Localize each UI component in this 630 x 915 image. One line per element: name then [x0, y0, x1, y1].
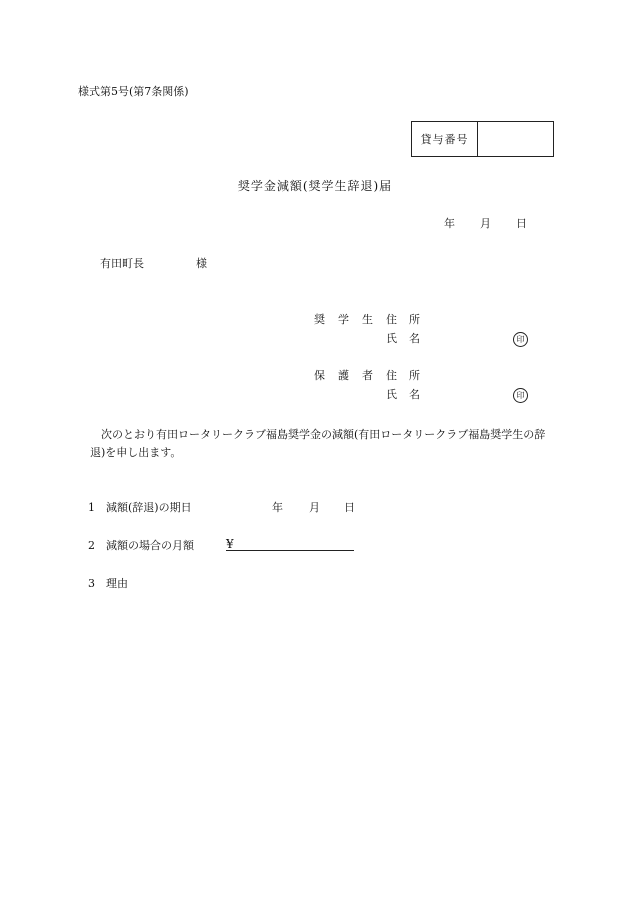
form-number: 様式第5号(第7条関係) — [78, 85, 189, 98]
addressee-honorific: 様 — [196, 257, 207, 270]
student-name-char-2: 名 — [409, 332, 420, 345]
guardian-address-char-2: 所 — [409, 369, 420, 382]
loan-number-box — [411, 121, 554, 157]
guardian-role-char-2: 護 — [338, 369, 349, 382]
item-1-month: 月 — [309, 501, 320, 514]
item-2-currency: ¥ — [226, 537, 234, 551]
date-day: 日 — [516, 217, 527, 230]
item-3-number: 3 — [88, 577, 95, 590]
document-title: 奨学金減額(奨学生辞退)届 — [237, 179, 393, 193]
student-role-char-2: 学 — [338, 313, 349, 326]
item-2-amount-line — [226, 549, 354, 551]
guardian-name-char-2: 名 — [409, 388, 420, 401]
item-1-label: 減額(辞退)の期日 — [106, 501, 192, 514]
student-address-char-2: 所 — [409, 313, 420, 326]
student-role-char-3: 生 — [362, 313, 373, 326]
addressee-name: 有田町長 — [100, 257, 144, 270]
item-1-number: 1 — [88, 501, 95, 514]
guardian-seal-icon: 印 — [513, 388, 528, 403]
item-1-day: 日 — [344, 501, 355, 514]
guardian-name-char-1: 氏 — [386, 388, 397, 401]
student-seal-icon: 印 — [513, 332, 528, 347]
item-1-year: 年 — [272, 501, 283, 514]
guardian-role-char-1: 保 — [314, 369, 325, 382]
date-month: 月 — [480, 217, 491, 230]
date-year: 年 — [444, 217, 455, 230]
item-2-number: 2 — [88, 539, 95, 552]
student-address-char-1: 住 — [386, 313, 397, 326]
student-role-char-1: 奨 — [314, 313, 325, 326]
body-text: 次のとおり有田ロータリークラブ福島奨学金の減額(有田ロータリークラブ福島奨学生の辞退)を申し出ます。 — [90, 428, 546, 459]
loan-number-value — [478, 122, 553, 156]
student-name-char-1: 氏 — [386, 332, 397, 345]
loan-number-label: 貸与番号 — [412, 122, 478, 156]
item-3-label: 理由 — [106, 577, 128, 590]
guardian-role-char-3: 者 — [362, 369, 373, 382]
item-2-label: 減額の場合の月額 — [106, 539, 194, 552]
guardian-address-char-1: 住 — [386, 369, 397, 382]
